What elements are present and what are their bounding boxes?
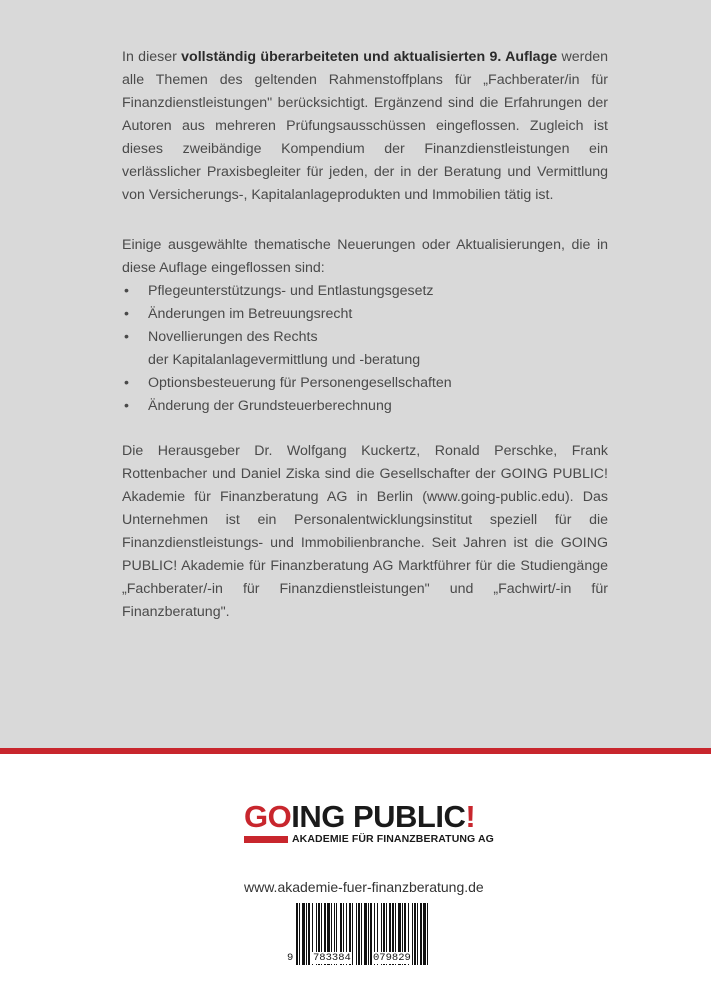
bullet-icon: • bbox=[124, 283, 129, 299]
intro-edition-highlight: vollständig überarbeiteten und aktualisierten 9. Auflage bbox=[181, 49, 558, 65]
list-item: • Änderung der Grundsteuerberechnung bbox=[122, 395, 608, 418]
logo-red-bar bbox=[244, 836, 288, 843]
intro-body: werden alle Themen des geltenden Rahmenstoffplans für „Fachberater/in für Finanzdienstleistungen" berücksichtigt. Ergänzend sind die Erfahrungen der Autoren aus mehreren Prüfungsausschüssen eingeflossen. Zugleich ist dieses zweibändige Kompendium der Finanzdienstleistungen ein verlässlicher Praxisbegleiter für jeden, der in der Beratung und Vermittlung von Versicherungs-, Kapitalanlageprodukten und Immobilien tätig ist. bbox=[122, 49, 608, 203]
barcode-group-1: 783384 bbox=[313, 952, 351, 964]
list-item: • Änderungen im Betreuungsrecht bbox=[122, 303, 608, 326]
going-public-logo bbox=[244, 800, 494, 850]
list-item: • Novellierungen des Rechts der Kapitalanlagevermittlung und -beratung bbox=[122, 326, 608, 372]
updates-intro: Einige ausgewählte thematische Neuerungen oder Aktualisierungen, die in diese Auflage eingeflossen sind: bbox=[122, 237, 608, 276]
bullet-icon: • bbox=[124, 398, 129, 414]
list-item: • Pflegeunterstützungs- und Entlastungsgesetz bbox=[122, 280, 608, 303]
intro-paragraph bbox=[122, 46, 608, 207]
red-divider bbox=[0, 748, 711, 754]
publisher-paragraph: Die Herausgeber Dr. Wolfgang Kuckertz, Ronald Perschke, Frank Rottenbacher und Daniel Ziska sind die Gesellschafter der GOING PUBLIC! Akademie für Finanzberatung AG in Berlin (www.going-public.edu). Das Unternehmen ist ein Personalentwicklungsinstitut speziell für die Finanzdienstleistungs- und Immobilienbranche. Seit Jahren ist die GOING PUBLIC! Akademie für Finanzberatung AG Marktführer für die Studiengänge „Fachberater/-in für Finanzdienstleistungen" und „Fachwirt/-in für Finanzberatung". bbox=[122, 443, 608, 620]
bullet-icon: • bbox=[124, 306, 129, 322]
barcode-group-2: 079829 bbox=[373, 952, 411, 964]
barcode-digit-first: 9 bbox=[287, 952, 294, 964]
barcode-digits bbox=[287, 952, 430, 966]
logo-wordmark: GOING PUBLIC! bbox=[244, 799, 476, 834]
bullet-icon: • bbox=[124, 329, 129, 345]
bullet-icon: • bbox=[124, 375, 129, 391]
updates-list bbox=[122, 280, 608, 418]
website-url: www.akademie-fuer-finanzberatung.de bbox=[244, 879, 484, 895]
logo-subtitle: AKADEMIE FÜR FINANZBERATUNG AG bbox=[292, 833, 494, 845]
intro-prefix: In dieser bbox=[122, 49, 182, 65]
list-item: • Optionsbesteuerung für Personengesellschaften bbox=[122, 372, 608, 395]
